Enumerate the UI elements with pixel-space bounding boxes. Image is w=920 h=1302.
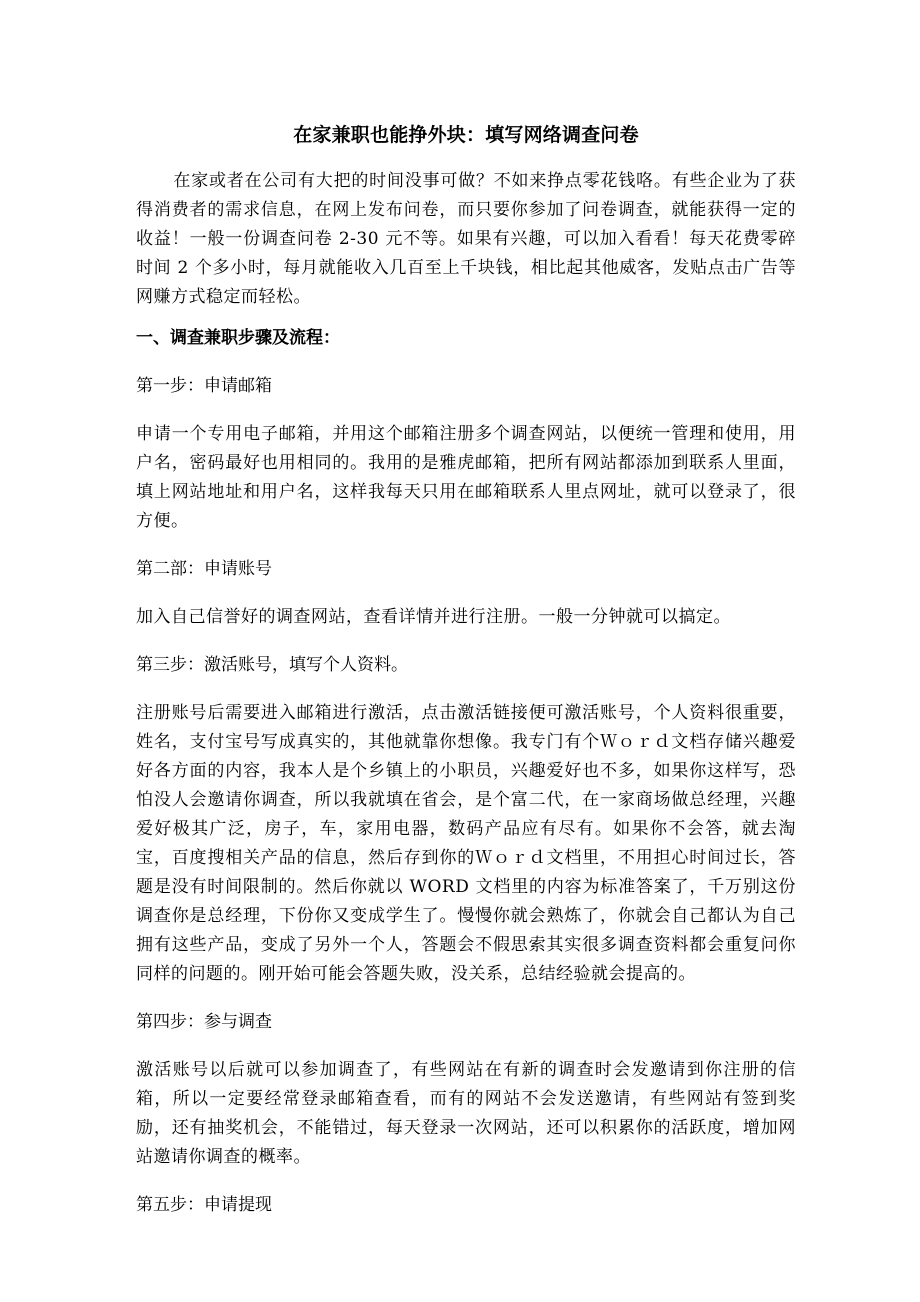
- step-1-title: 第一步：申请邮箱: [136, 376, 272, 396]
- section-heading: 一、调查兼职步骤及流程：: [136, 328, 340, 348]
- step-4-body: 激活账号以后就可以参加调查了，有些网站在有新的调查时会发邀请到你注册的信箱，所以一定要经常登录邮箱查看，而有的网站不会发送邀请，有些网站有签到奖励，还有抽奖机会，不能错过，每天登录一次网站，还可以积累你的活跃度，增加网站邀请你调查的概率。: [136, 1060, 796, 1167]
- step-2-title: 第二部：申请账号: [136, 559, 272, 579]
- step-4-title: 第四步：参与调查: [136, 1012, 272, 1032]
- intro-paragraph: 在家或者在公司有大把的时间没事可做？不如来挣点零花钱咯。有些企业为了获得消费者的需求信息，在网上发布问卷，而只要你参加了问卷调查，就能获得一定的收益！一般一份调查问卷 2-30 元不等。如果有兴趣，可以加入看看！每天花费零碎时间 2 个多小时，每月就能收入几百至上千块钱，相比起其他威客，发贴点击广告等网赚方式稳定而轻松。: [136, 171, 796, 307]
- step-2-body: 加入自己信誉好的调查网站，查看详情并进行注册。一般一分钟就可以搞定。: [136, 607, 731, 627]
- step-5-title: 第五步：申请提现: [136, 1195, 272, 1215]
- document-title: 在家兼职也能挣外块：填写网络调查问卷: [293, 124, 639, 146]
- document-page: [136, 122, 796, 1220]
- step-3-title: 第三步：激活账号，填写个人资料。: [136, 655, 408, 675]
- step-3-body: 注册账号后需要进入邮箱进行激活，点击激活链接便可激活账号，个人资料很重要，姓名，支付宝号写成真实的，其他就靠你想像。我专门有个Ｗｏｒｄ文档存储兴趣爱好各方面的内容，我本人是个乡镇上的小职员，兴趣爱好也不多，如果你这样写，恐怕没人会邀请你调查，所以我就填在省会，是个富二代，在一家商场做总经理，兴趣爱好极其广泛，房子，车，家用电器，数码产品应有尽有。如果你不会答，就去淘宝，百度搜相关产品的信息，然后存到你的Ｗｏｒｄ文档里，不用担心时间过长，答题是没有时间限制的。然后你就以 WORD 文档里的内容为标准答案了，千万别这份调查你是总经理，下份你又变成学生了。慢慢你就会熟炼了，你就会自己都认为自己拥有这些产品，变成了另外一个人，答题会不假思索其实很多调查资料都会重复问你同样的问题的。刚开始可能会答题失败，没关系，总结经验就会提高的。: [136, 703, 796, 984]
- step-1-body: 申请一个专用电子邮箱，并用这个邮箱注册多个调查网站，以便统一管理和使用，用户名，密码最好也用相同的。我用的是雅虎邮箱，把所有网站都添加到联系人里面，填上网站地址和用户名，这样我每天只用在邮箱联系人里点网址，就可以登录了，很方便。: [136, 424, 796, 531]
